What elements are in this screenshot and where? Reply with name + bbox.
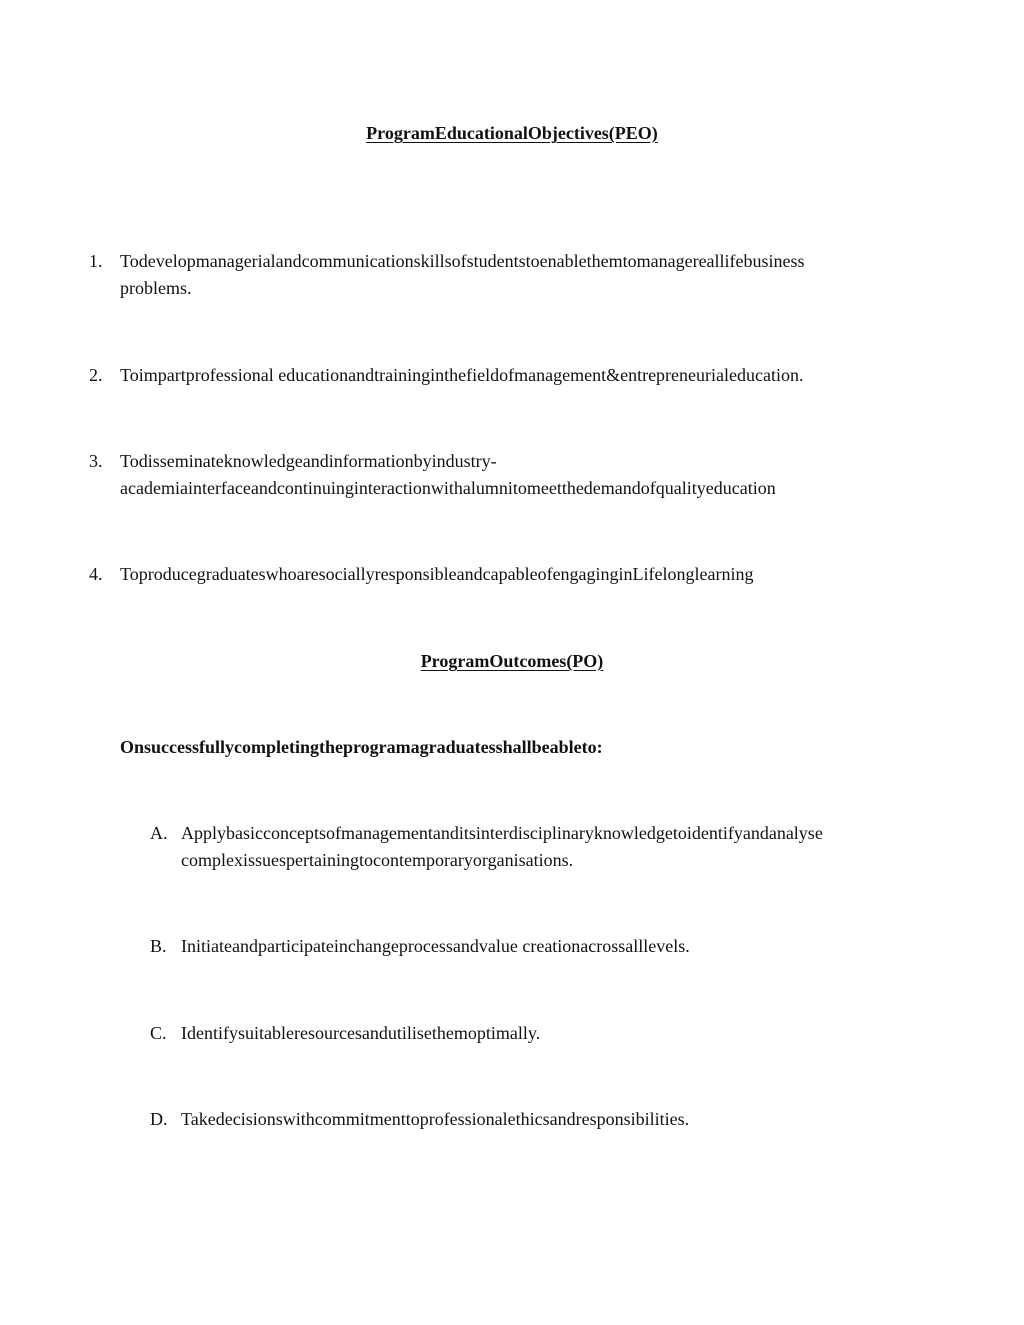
list-item-text: [120, 561, 910, 588]
list-item-text: [181, 933, 911, 960]
list-item-line: Todisseminateknowledgeandinformationbyindustry-: [120, 451, 497, 471]
list-item-line: Applybasicconceptsofmanagementanditsinterdisciplinaryknowledgetoidentifyandanalyse: [181, 823, 823, 843]
list-item-line: problems.: [120, 278, 192, 298]
list-item-text: [120, 448, 910, 502]
po-heading: ProgramOutcomes(PO): [420, 651, 604, 671]
list-item-text: [181, 1020, 911, 1047]
list-item-text: [181, 1106, 911, 1133]
list-item-line: Initiateandparticipateinchangeprocessandvalue creationacrossalllevels.: [181, 936, 690, 956]
list-item-line: Takedecisionswithcommitmenttoprofessionalethicsandresponsibilities.: [181, 1109, 690, 1129]
list-marker: D.: [150, 1109, 168, 1129]
list-item-text: [120, 362, 910, 389]
list-item-line: Toimpartprofessional educationandtraininginthefieldofmanagement&entrepreneurialeducation.: [120, 365, 804, 385]
list-item-line: academiainterfaceandcontinuinginteractionwithalumnitomeetthedemandofqualityeducation: [120, 478, 776, 498]
list-marker: 3.: [89, 451, 103, 471]
list-item-line: ToproducegraduateswhoaresociallyresponsibleandcapableofengaginginLifelonglearning: [120, 564, 754, 584]
list-marker: C.: [150, 1023, 167, 1043]
list-marker: 1.: [89, 251, 103, 271]
list-marker: A.: [150, 823, 168, 843]
peo-heading: ProgramEducationalObjectives(PEO): [366, 123, 658, 143]
list-marker: 4.: [89, 564, 103, 584]
list-item-text: [120, 248, 910, 302]
list-marker: B.: [150, 936, 167, 956]
list-item-line: complexissuespertainingtocontemporaryorganisations.: [181, 850, 574, 870]
list-item-text: [181, 820, 911, 874]
list-marker: 2.: [89, 365, 103, 385]
list-item-line: Identifysuitableresourcesandutilisethemoptimally.: [181, 1023, 541, 1043]
po-intro: Onsuccessfullycompletingtheprogramagraduatesshallbeableto:: [120, 737, 603, 757]
list-item-line: Todevelopmanagerialandcommunicationskillsofstudentstoenablethemtomanagereallifebusiness: [120, 251, 805, 271]
